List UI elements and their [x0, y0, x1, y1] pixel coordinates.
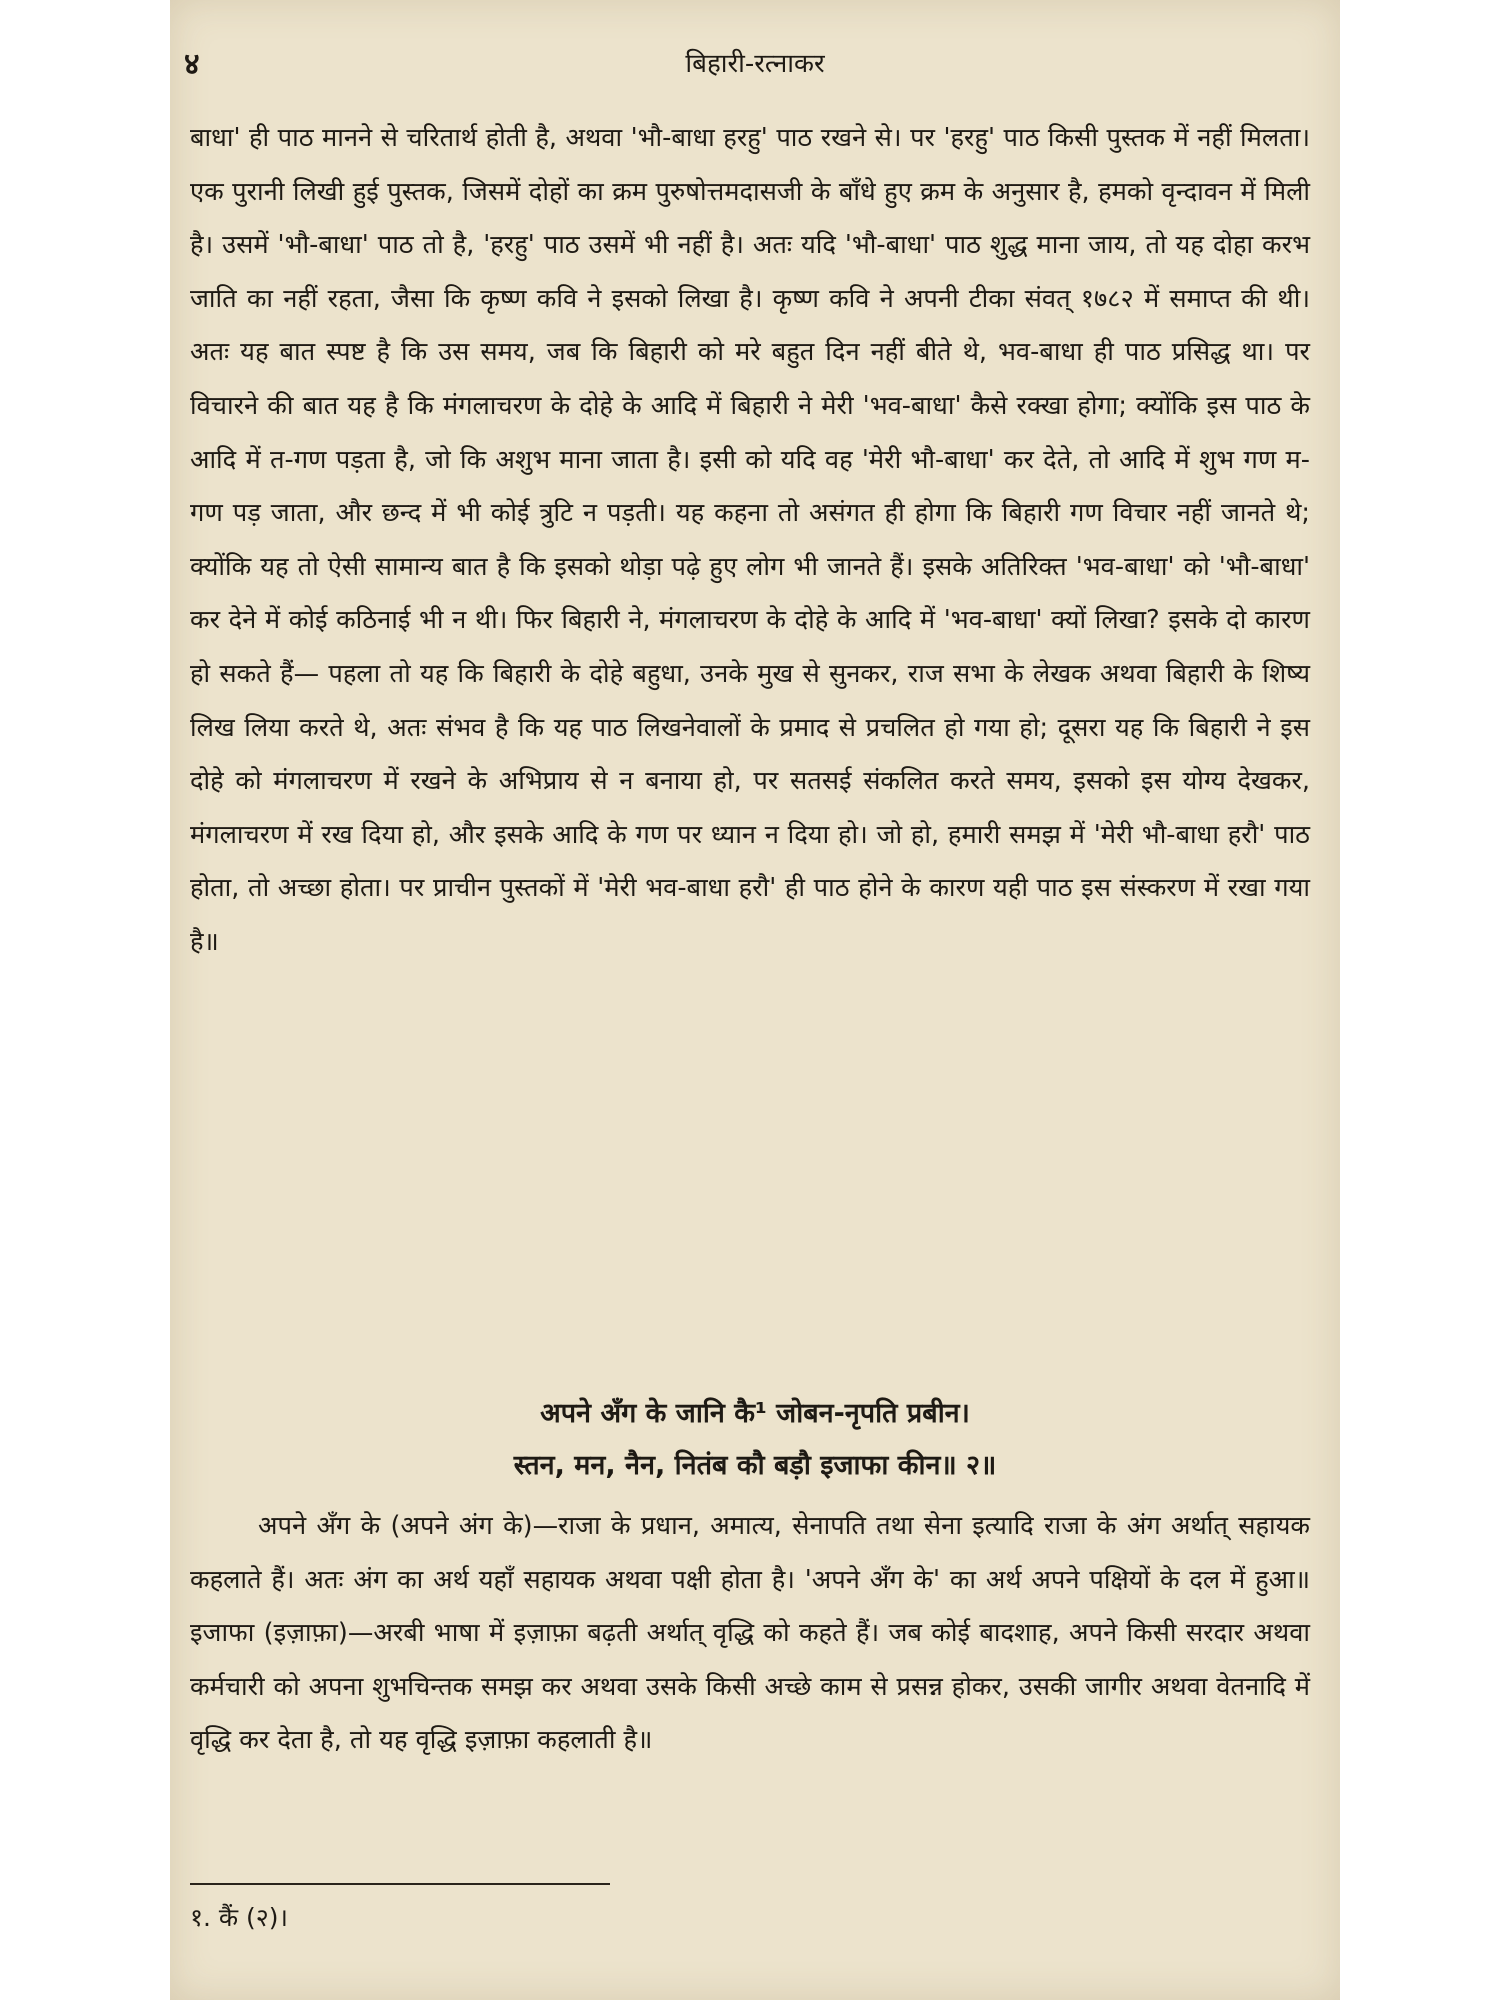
verse-line-2: स्तन, मन, नैन, नितंब कौ बड़ौ इजाफा कीन॥ २॥ — [513, 1450, 997, 1481]
running-title: बिहारी-रत्नाकर — [685, 49, 825, 79]
body-paragraph: बाधा' ही पाठ मानने से चरितार्थ होती है, अथवा 'भौ-बाधा हरहु' पाठ रखने से। पर 'हरहु' पाठ किसी पुस्तक में नहीं मिलता। एक पुरानी लिखी हुई पुस्तक, जिसमें दोहों का क्रम पुरुषोत्तमदासजी के बाँधे हुए क्रम के अनुसार है, हमको वृन्दावन में मिली है। उसमें 'भौ-बाधा' पाठ तो है, 'हरहु' पाठ उसमें भी नहीं है। अतः यदि 'भौ-बाधा' पाठ शुद्ध माना जाय, तो यह दोहा करभ जाति का नहीं रहता, जैसा कि कृष्ण कवि ने इसको लिखा है। कृष्ण कवि ने अपनी टीका संवत् १७८२ में समाप्त की थी। अतः यह बात स्पष्ट है कि उस समय, जब कि बिहारी को मरे बहुत दिन नहीं बीते थे, भव-बाधा ही पाठ प्रसिद्ध था। पर विचारने की बात यह है कि मंगलाचरण के दोहे के आदि में बिहारी ने मेरी 'भव-बाधा' कैसे रक्खा होगा; क्योंकि इस पाठ के आदि में त-गण पड़ता है, जो कि अशुभ माना जाता है। इसी को यदि वह 'मेरी भौ-बाधा' कर देते, तो आदि में शुभ गण म-गण पड़ जाता, और छन्द में भी कोई त्रुटि न पड़ती। यह कहना तो असंगत ही होगा कि बिहारी गण विचार नहीं जानते थे; क्योंकि यह तो ऐसी सामान्य बात है कि इसको थोड़ा पढ़े हुए लोग भी जानते हैं। इसके अतिरिक्त 'भव-बाधा' को 'भौ-बाधा' कर देने में कोई कठिनाई भी न थी। फिर बिहारी ने, मंगलाचरण के दोहे के आदि में 'भव-बाधा' क्यों लिखा? इसके दो कारण हो सकते हैं— पहला तो यह कि बिहारी के दोहे बहुधा, उनके मुख से सुनकर, राज सभा के लेखक अथवा बिहारी के शिष्य लिख लिया करते थे, अतः संभव है कि यह पाठ लिखनेवालों के प्रमाद से प्रचलित हो गया हो; दूसरा यह कि बिहारी ने इस दोहे को मंगलाचरण में रखने के अभिप्राय से न बनाया हो, पर सतसई संकलित करते समय, इसको इस योग्य देखकर, मंगलाचरण में रख दिया हो, और इसके आदि के गण पर ध्यान न दिया हो। जो हो, हमारी समझ में 'मेरी भौ-बाधा हरौ' पाठ होता, तो अच्छा होता। पर प्राचीन पुस्तकों में 'मेरी भव-बाधा हरौ' ही पाठ होने के कारण यही पाठ इस संस्करण में रखा गया है॥ — [190, 123, 1310, 957]
doha-verse — [170, 1388, 1340, 1492]
verse-line-1: अपने अँग के जानि कै¹ जोबन-नृपति प्रबीन। — [540, 1398, 970, 1429]
commentary-paragraph: अपने अँग के (अपने अंग के)—राजा के प्रधान, अमात्य, सेनापति तथा सेना इत्यादि राजा के अंग अर्थात् सहायक कहलाते हैं। अतः अंग का अर्थ यहाँ सहायक अथवा पक्षी होता है। 'अपने अँग के' का अर्थ अपने पक्षियों के दल में हुआ॥ इजाफा (इज़ाफ़ा)—अरबी भाषा में इज़ाफ़ा बढ़ती अर्थात् वृद्धि को कहते हैं। जब कोई बादशाह, अपने किसी सरदार अथवा कर्मचारी को अपना शुभचिन्तक समझ कर अथवा उसके किसी अच्छे काम से प्रसन्न होकर, उसकी जागीर अथवा वेतनादि में वृद्धि कर देता है, तो यह वृद्धि इज़ाफ़ा कहलाती है॥ — [190, 1511, 1310, 1756]
book-page — [170, 0, 1340, 2000]
page-number: ४ — [184, 47, 200, 82]
footnote-rule — [190, 1883, 610, 1885]
page-header — [170, 42, 1340, 82]
footnote: १. कैं (२)। — [190, 1903, 289, 1932]
